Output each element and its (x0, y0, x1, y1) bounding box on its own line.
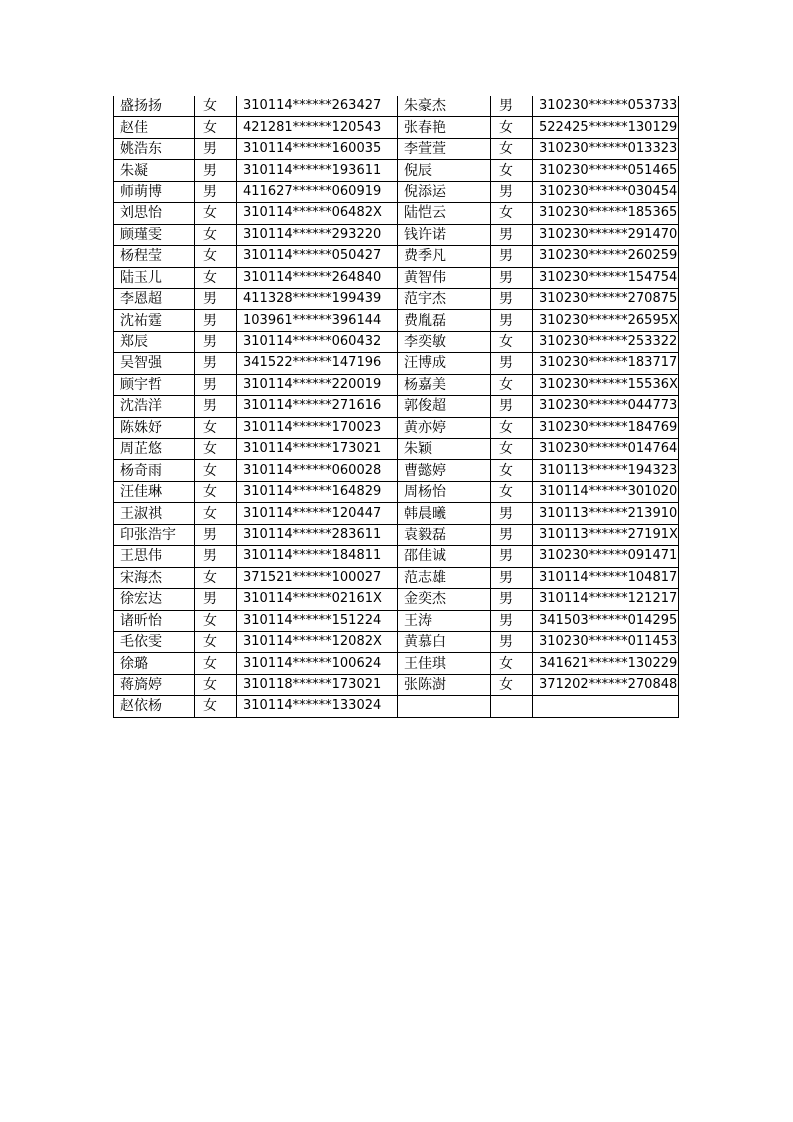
student-name-cell: 范志雄 (398, 567, 491, 588)
student-id-cell: 310113******213910 (533, 503, 679, 524)
table-row (114, 631, 679, 652)
student-id-cell: 310114******283611 (237, 524, 398, 545)
student-gender-cell: 男 (195, 374, 237, 395)
student-gender-cell: 男 (491, 546, 533, 567)
student-id-cell: 310230******260259 (533, 246, 679, 267)
student-name-cell: 盛扬扬 (114, 96, 195, 117)
student-id-cell: 310230******26595X (533, 310, 679, 331)
table-row (114, 353, 679, 374)
student-name-cell: 王淑祺 (114, 503, 195, 524)
table-row (114, 117, 679, 138)
student-gender-cell: 男 (195, 288, 237, 309)
table-row (114, 567, 679, 588)
student-name-cell: 顾瑾雯 (114, 224, 195, 245)
student-name-cell: 毛依雯 (114, 631, 195, 652)
student-id-cell: 310230******154754 (533, 267, 679, 288)
student-gender-cell: 女 (195, 460, 237, 481)
student-gender-cell: 男 (195, 331, 237, 352)
student-name-cell: 张春艳 (398, 117, 491, 138)
student-gender-cell: 女 (195, 417, 237, 438)
student-name-cell: 顾宇哲 (114, 374, 195, 395)
table-row (114, 610, 679, 631)
student-name-cell: 曹懿婷 (398, 460, 491, 481)
student-name-cell: 徐璐 (114, 653, 195, 674)
student-id-cell: 310114******271616 (237, 396, 398, 417)
student-id-cell: 310114******220019 (237, 374, 398, 395)
student-name-cell: 杨嘉美 (398, 374, 491, 395)
student-gender-cell: 女 (195, 439, 237, 460)
student-gender-cell: 男 (491, 224, 533, 245)
student-gender-cell: 女 (491, 117, 533, 138)
student-gender-cell: 男 (491, 181, 533, 202)
table-row (114, 138, 679, 159)
student-id-cell: 411328******199439 (237, 288, 398, 309)
student-name-cell: 郑辰 (114, 331, 195, 352)
table-row (114, 181, 679, 202)
student-name-cell: 倪添运 (398, 181, 491, 202)
student-name-cell: 周杨怡 (398, 481, 491, 502)
table-row (114, 310, 679, 331)
student-id-cell: 341503******014295 (533, 610, 679, 631)
student-gender-cell: 女 (491, 460, 533, 481)
student-gender-cell: 男 (195, 160, 237, 181)
student-name-cell: 金奕杰 (398, 589, 491, 610)
student-id-cell: 310230******15536X (533, 374, 679, 395)
student-gender-cell: 男 (195, 524, 237, 545)
student-id-cell: 310114******151224 (237, 610, 398, 631)
table-row (114, 267, 679, 288)
student-id-cell: 310230******291470 (533, 224, 679, 245)
student-id-cell: 341522******147196 (237, 353, 398, 374)
student-name-cell: 沈浩洋 (114, 396, 195, 417)
table-row (114, 331, 679, 352)
student-name-cell: 郭俊超 (398, 396, 491, 417)
student-id-cell: 310230******053733 (533, 96, 679, 117)
student-name-cell: 蒋旖婷 (114, 674, 195, 695)
student-name-cell: 倪辰 (398, 160, 491, 181)
student-id-cell: 421281******120543 (237, 117, 398, 138)
student-gender-cell: 女 (491, 439, 533, 460)
student-name-cell: 吴智强 (114, 353, 195, 374)
roster-body (114, 96, 679, 717)
student-id-cell: 341621******130229 (533, 653, 679, 674)
student-id-cell: 310114******060028 (237, 460, 398, 481)
table-row (114, 396, 679, 417)
student-name-cell: 邵佳诚 (398, 546, 491, 567)
student-name-cell: 杨程莹 (114, 246, 195, 267)
student-id-cell: 310114******160035 (237, 138, 398, 159)
student-id-cell: 310230******013323 (533, 138, 679, 159)
student-gender-cell: 女 (195, 610, 237, 631)
student-name-cell: 朱豪杰 (398, 96, 491, 117)
student-id-cell: 310230******184769 (533, 417, 679, 438)
student-name-cell: 李恩超 (114, 288, 195, 309)
student-id-cell: 103961******396144 (237, 310, 398, 331)
student-gender-cell: 女 (195, 567, 237, 588)
student-name-cell: 汪佳琳 (114, 481, 195, 502)
student-gender-cell: 男 (195, 353, 237, 374)
student-id-cell: 310230******270875 (533, 288, 679, 309)
student-name-cell: 师萌博 (114, 181, 195, 202)
student-name-cell: 汪博成 (398, 353, 491, 374)
student-gender-cell: 女 (491, 138, 533, 159)
student-name-cell: 张陈澍 (398, 674, 491, 695)
table-row (114, 589, 679, 610)
student-id-cell: 310114******193611 (237, 160, 398, 181)
student-id-cell: 310114******173021 (237, 439, 398, 460)
student-name-cell: 杨奇雨 (114, 460, 195, 481)
student-id-cell: 310230******185365 (533, 203, 679, 224)
student-name-cell: 王涛 (398, 610, 491, 631)
student-id-cell: 371202******270848 (533, 674, 679, 695)
student-gender-cell: 男 (491, 96, 533, 117)
student-name-cell: 陆玉儿 (114, 267, 195, 288)
student-gender-cell: 女 (491, 417, 533, 438)
student-id-cell: 310114******264840 (237, 267, 398, 288)
student-id-cell: 310114******121217 (533, 589, 679, 610)
student-name-cell: 韩晨曦 (398, 503, 491, 524)
student-gender-cell: 女 (195, 96, 237, 117)
student-gender-cell: 女 (491, 374, 533, 395)
student-id-cell: 310113******194323 (533, 460, 679, 481)
student-name-cell: 费季凡 (398, 246, 491, 267)
student-gender-cell: 男 (491, 631, 533, 652)
table-row (114, 96, 679, 117)
student-id-cell: 310230******091471 (533, 546, 679, 567)
table-row (114, 524, 679, 545)
student-name-cell: 印张浩宇 (114, 524, 195, 545)
student-name-cell: 赵依杨 (114, 696, 195, 717)
student-id-cell: 310114******301020 (533, 481, 679, 502)
student-id-cell: 310230******030454 (533, 181, 679, 202)
student-id-cell: 310114******293220 (237, 224, 398, 245)
student-id-cell: 310230******051465 (533, 160, 679, 181)
student-gender-cell: 女 (491, 203, 533, 224)
student-gender-cell: 女 (195, 117, 237, 138)
student-name-cell: 姚浩东 (114, 138, 195, 159)
table-row (114, 246, 679, 267)
table-row (114, 481, 679, 502)
student-gender-cell: 男 (491, 503, 533, 524)
student-id-cell: 310230******011453 (533, 631, 679, 652)
student-gender-cell: 女 (491, 160, 533, 181)
table-row (114, 503, 679, 524)
student-id-cell: 310114******060432 (237, 331, 398, 352)
student-name-cell: 李奕敏 (398, 331, 491, 352)
student-name-cell: 沈祐霆 (114, 310, 195, 331)
student-name-cell: 诸昕怡 (114, 610, 195, 631)
table-row (114, 224, 679, 245)
table-row (114, 417, 679, 438)
student-id-cell: 310114******133024 (237, 696, 398, 717)
student-name-cell: 袁毅磊 (398, 524, 491, 545)
student-name-cell: 徐宏达 (114, 589, 195, 610)
student-name-cell: 费胤磊 (398, 310, 491, 331)
student-name-cell: 陆恺云 (398, 203, 491, 224)
student-gender-cell: 女 (195, 503, 237, 524)
student-gender-cell: 女 (195, 246, 237, 267)
student-gender-cell: 女 (195, 653, 237, 674)
table-row (114, 160, 679, 181)
student-gender-cell: 男 (195, 138, 237, 159)
student-gender-cell: 男 (491, 610, 533, 631)
student-gender-cell: 男 (195, 181, 237, 202)
table-row (114, 460, 679, 481)
table-row (114, 653, 679, 674)
student-gender-cell: 男 (491, 524, 533, 545)
table-row (114, 203, 679, 224)
student-id-cell: 522425******130129 (533, 117, 679, 138)
student-name-cell: 钱许诺 (398, 224, 491, 245)
student-gender-cell: 男 (491, 267, 533, 288)
student-id-cell: 310113******27191X (533, 524, 679, 545)
student-name-cell: 李萱萱 (398, 138, 491, 159)
student-gender-cell: 女 (491, 653, 533, 674)
student-roster-table (113, 96, 679, 718)
student-gender-cell: 男 (491, 246, 533, 267)
student-gender-cell: 男 (491, 310, 533, 331)
student-id-cell: 310118******173021 (237, 674, 398, 695)
student-id-cell: 310114******184811 (237, 546, 398, 567)
student-gender-cell: 男 (491, 353, 533, 374)
student-id-cell (533, 696, 679, 717)
student-id-cell: 310114******104817 (533, 567, 679, 588)
student-id-cell: 411627******060919 (237, 181, 398, 202)
student-name-cell: 范宇杰 (398, 288, 491, 309)
student-name-cell: 朱颖 (398, 439, 491, 460)
student-name-cell: 刘思怡 (114, 203, 195, 224)
student-name-cell: 陈姝妤 (114, 417, 195, 438)
student-id-cell: 310114******164829 (237, 481, 398, 502)
student-name-cell: 赵佳 (114, 117, 195, 138)
student-gender-cell: 女 (195, 224, 237, 245)
student-id-cell: 310114******170023 (237, 417, 398, 438)
student-id-cell: 310114******050427 (237, 246, 398, 267)
table-row (114, 374, 679, 395)
student-gender-cell: 女 (195, 267, 237, 288)
table-row (114, 288, 679, 309)
student-name-cell (398, 696, 491, 717)
student-gender-cell: 女 (195, 696, 237, 717)
student-gender-cell: 男 (491, 589, 533, 610)
student-id-cell: 310230******044773 (533, 396, 679, 417)
student-gender-cell: 女 (491, 331, 533, 352)
student-gender-cell: 女 (491, 674, 533, 695)
table-row (114, 674, 679, 695)
student-name-cell: 王思伟 (114, 546, 195, 567)
table-row (114, 439, 679, 460)
student-gender-cell: 男 (491, 567, 533, 588)
student-name-cell: 王佳琪 (398, 653, 491, 674)
table-row (114, 696, 679, 717)
student-id-cell: 310114******06482X (237, 203, 398, 224)
student-gender-cell: 男 (195, 310, 237, 331)
student-gender-cell: 女 (195, 674, 237, 695)
student-gender-cell: 男 (491, 396, 533, 417)
student-name-cell: 黄慕白 (398, 631, 491, 652)
student-gender-cell: 女 (491, 481, 533, 502)
student-id-cell: 310114******12082X (237, 631, 398, 652)
student-gender-cell (491, 696, 533, 717)
student-id-cell: 310230******014764 (533, 439, 679, 460)
student-gender-cell: 男 (195, 589, 237, 610)
student-name-cell: 黄智伟 (398, 267, 491, 288)
student-id-cell: 310114******263427 (237, 96, 398, 117)
student-gender-cell: 女 (195, 203, 237, 224)
student-gender-cell: 男 (491, 288, 533, 309)
student-gender-cell: 女 (195, 631, 237, 652)
student-id-cell: 310114******02161X (237, 589, 398, 610)
student-gender-cell: 女 (195, 481, 237, 502)
student-gender-cell: 男 (195, 546, 237, 567)
student-id-cell: 310230******183717 (533, 353, 679, 374)
student-gender-cell: 男 (195, 396, 237, 417)
table-row (114, 546, 679, 567)
student-name-cell: 宋海杰 (114, 567, 195, 588)
student-name-cell: 黄亦婷 (398, 417, 491, 438)
student-name-cell: 朱凝 (114, 160, 195, 181)
student-name-cell: 周芷悠 (114, 439, 195, 460)
student-id-cell: 371521******100027 (237, 567, 398, 588)
student-id-cell: 310114******120447 (237, 503, 398, 524)
student-id-cell: 310114******100624 (237, 653, 398, 674)
student-id-cell: 310230******253322 (533, 331, 679, 352)
